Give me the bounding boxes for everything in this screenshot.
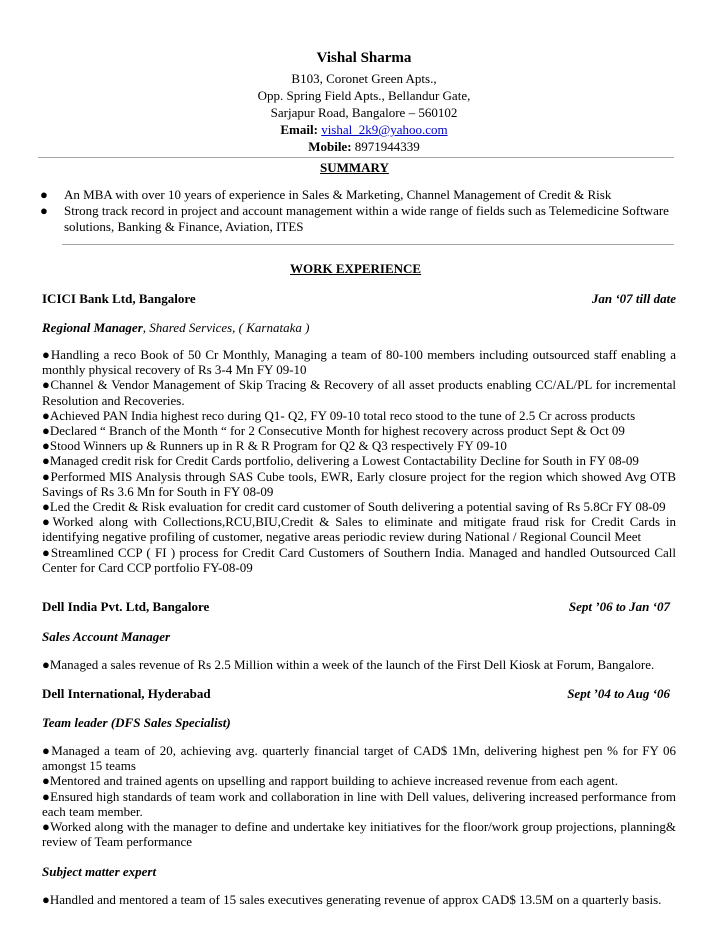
summary-item: ● An MBA with over 10 years of experience in Sales & Marketing, Channel Management of Credit & Risk [40, 187, 612, 202]
list-item: ●Performed MIS Analysis through SAS Cube tools, EWR, Early closure project for the region which showed Avg OTB Savings of Rs 3.6 Mn for South in FY 08-09 [42, 468, 676, 499]
bullet-icon: ● [40, 187, 48, 202]
summary-divider [62, 244, 674, 245]
job-dates: Jan ‘07 till date [591, 291, 676, 306]
dell-intl-responsibilities [42, 743, 676, 849]
job-role [42, 320, 309, 336]
address-line-3: Sarjapur Road, Bangalore – 560102 [270, 105, 458, 120]
list-item: ●Managed a sales revenue of Rs 2.5 Million within a week of the launch of the First Dell Kiosk at Forum, Bangalore. [42, 657, 655, 672]
list-item: ●Ensured high standards of team work and collaboration in line with Dell values, delivering increased performance from each team member. [42, 788, 676, 819]
mobile-line [0, 138, 728, 155]
address-line-2: Opp. Spring Field Apts., Bellandur Gate, [257, 88, 471, 103]
dell-india-responsibilities [42, 657, 676, 672]
summary-heading: SUMMARY [320, 160, 389, 175]
dell-intl-sme-responsibilities [42, 892, 676, 907]
bullet-icon: ● [40, 203, 48, 218]
header-divider [38, 157, 674, 158]
list-item: ●Channel & Vendor Management of Skip Tracing & Recovery of all asset products enabling CC/AL/PL for incremental Resolution and Recoveries. [42, 377, 676, 408]
company-name: Dell India Pvt. Ltd, Bangalore [42, 599, 210, 614]
role-title: Regional Manager [42, 320, 143, 335]
address-line-1: B103, Coronet Green Apts., [291, 71, 437, 86]
list-item: ●Achieved PAN India highest reco during Q1- Q2, FY 09-10 total reco stood to the tune of 2.5 Cr across products [42, 407, 636, 423]
list-item: ●Handling a reco Book of 50 Cr Monthly, Managing a team of 80-100 members including outsourced staff enabling a monthly physical recovery of Rs 3-4 Mn FY 09-10 [42, 347, 676, 378]
list-item: ●Led the Credit & Risk evaluation for credit card customer of South delivering a potential saving of Rs 5.8Cr FY 08-09 [42, 499, 666, 515]
email-label: Email: [280, 122, 318, 137]
job-header-dell-india [42, 599, 676, 615]
job-dates: Sept ’04 to Aug ‘06 [567, 686, 670, 701]
job-role: Team leader (DFS Sales Specialist) [42, 715, 231, 730]
job-header-dell-intl [42, 686, 676, 702]
list-item: ●Mentored and trained agents on upselling and rapport building to achieve increased revenue from each agent. [42, 773, 619, 789]
company-name: Dell International, Hyderabad [42, 686, 211, 701]
mobile-number: 8971944339 [354, 139, 420, 154]
mobile-label: Mobile: [308, 139, 352, 154]
icici-responsibilities [42, 347, 676, 575]
role-detail: , Shared Services, ( Karnataka ) [142, 320, 310, 335]
job-role-secondary: Subject matter expert [42, 864, 157, 879]
list-item: ●Handled and mentored a team of 15 sales executives generating revenue of approx CAD$ 13.5M on a quarterly basis. [42, 892, 662, 907]
list-item: ●Worked along with the manager to define and undertake key initiatives for the floor/work group projections, planning& review of Team performance [42, 819, 676, 850]
job-header-icici [42, 291, 676, 307]
list-item: ●Managed credit risk for Credit Cards portfolio, delivering a Lowest Contactability Decline for South in FY 08-09 [42, 453, 639, 469]
summary-item: ● Strong track record in project and account management within a wide range of fields such as Telemedicine Software solutions, Banking & Finance, Aviation, ITES [40, 203, 669, 234]
candidate-name: Vishal Sharma [316, 50, 412, 66]
list-item: ●Streamlined CCP ( FI ) process for Credit Card Customers of Southern India. Managed and handled Outsourced Call Center for Card CCP portfolio FY-08-09 [42, 544, 676, 575]
company-name: ICICI Bank Ltd, Bangalore [42, 291, 196, 306]
email-link[interactable]: vishal_2k9@yahoo.com [321, 122, 448, 137]
job-dates: Sept ’06 to Jan ‘07 [568, 599, 670, 614]
job-role: Sales Account Manager [42, 629, 171, 644]
list-item: ●Stood Winners up & Runners up in R & R Program for Q2 & Q3 respectively FY 09-10 [42, 438, 507, 454]
work-experience-heading: WORK EXPERIENCE [290, 261, 422, 276]
list-item: ●Worked along with Collections,RCU,BIU,Credit & Sales to eliminate and mitigate fraud risk for Credit Cards in identifying negative profiling of customer, negative areas periodic review during National / Regional Council Meet [42, 514, 676, 545]
list-item: ●Declared “ Branch of the Month “ for 2 Consecutive Month for highest recovery across product Sept & Oct 09 [42, 423, 625, 439]
list-item: ●Managed a team of 20, achieving avg. quarterly financial target of CAD$ 1Mn, delivering highest pen % for FY 06 amongst 15 teams [42, 743, 676, 774]
email-line [0, 121, 728, 138]
